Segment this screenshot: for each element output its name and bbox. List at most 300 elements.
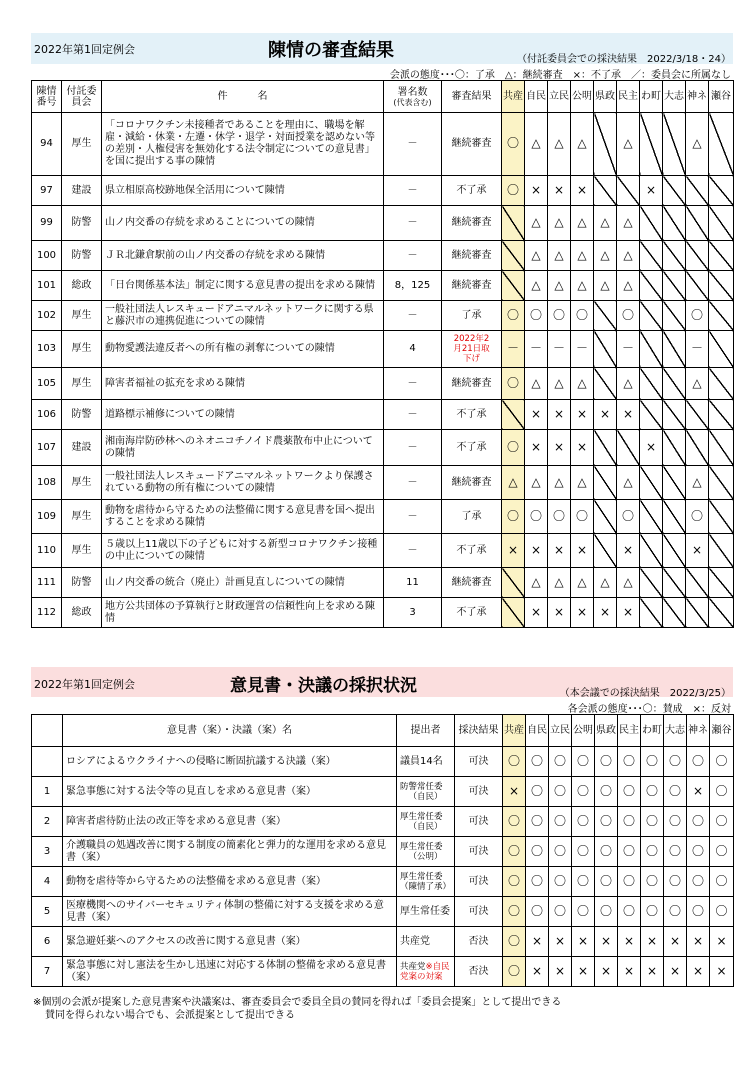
- vote-mark: △: [531, 574, 541, 589]
- section2-session: 2022年第1回定例会: [34, 678, 135, 691]
- vote-mark: 〇: [622, 813, 635, 828]
- vote-mark: △: [623, 215, 633, 229]
- faction-vote: [710, 777, 734, 807]
- vote-mark: ×: [530, 406, 542, 421]
- vote-mark: 〇: [715, 903, 728, 918]
- resolution-row: [32, 957, 734, 987]
- vote-mark: 〇: [599, 843, 612, 858]
- footnote-2: 賛同を得られない場合でも、会派提案として提出できる: [45, 1010, 295, 1021]
- signature-count: －: [384, 206, 442, 241]
- faction-vote: [664, 897, 687, 927]
- faction-vote: [617, 466, 640, 500]
- vote-mark: 〇: [668, 753, 681, 768]
- vote-mark: 〇: [575, 307, 588, 322]
- vote-mark: ×: [692, 783, 704, 798]
- vote-mark: ×: [530, 182, 542, 197]
- faction-vote: [548, 598, 571, 628]
- vote-mark: △: [692, 136, 702, 150]
- vote-mark: △: [577, 574, 587, 589]
- vote-mark: ×: [530, 542, 542, 557]
- faction-vote: [687, 777, 710, 807]
- review-result-text: 不了承: [456, 184, 487, 196]
- vote-mark: △: [577, 215, 587, 229]
- faction-vote: [663, 534, 686, 568]
- vote-mark: 〇: [530, 873, 543, 888]
- vote-mark: 〇: [690, 508, 703, 523]
- faction-vote: [502, 331, 525, 368]
- vote-mark: 〇: [668, 843, 681, 858]
- vote-mark: 〇: [599, 873, 612, 888]
- petition-row: [32, 206, 734, 241]
- faction-vote: [549, 957, 572, 987]
- vote-mark: 〇: [507, 873, 520, 888]
- faction-header: 大志: [664, 715, 687, 747]
- vote-mark: ×: [691, 542, 703, 557]
- review-result: [442, 534, 502, 568]
- proposer-name: 議員14名: [400, 755, 443, 767]
- faction-vote: [502, 400, 525, 430]
- faction-vote: [709, 400, 734, 430]
- petition-table: [31, 80, 734, 628]
- faction-vote: [617, 301, 640, 331]
- faction-vote: [571, 206, 594, 241]
- faction-vote: [663, 241, 686, 271]
- header-subject: 件 名: [102, 81, 384, 113]
- proposer-remark: ※自民党案の対案: [400, 961, 450, 982]
- faction-vote: [640, 534, 663, 568]
- signature-count: －: [384, 500, 442, 534]
- petition-row: [32, 331, 734, 368]
- vote-mark: △: [554, 574, 564, 589]
- vote-mark: 〇: [576, 873, 589, 888]
- faction-vote: [502, 534, 525, 568]
- vote-mark: 〇: [507, 753, 520, 768]
- vote-mark: －: [621, 341, 634, 355]
- faction-header: 神ネ: [686, 81, 709, 113]
- section1-session: 2022年第1回定例会: [34, 43, 135, 56]
- faction-vote: [686, 241, 709, 271]
- vote-mark: ×: [716, 963, 727, 978]
- faction-vote: [641, 777, 664, 807]
- vote-mark: ×: [646, 963, 658, 978]
- faction-vote: [571, 331, 594, 368]
- vote-mark: 〇: [599, 783, 612, 798]
- faction-vote: [502, 500, 525, 534]
- vote-mark: ×: [531, 963, 543, 978]
- vote-mark: －: [552, 341, 565, 355]
- faction-vote: [617, 271, 640, 301]
- faction-vote: [618, 927, 641, 957]
- faction-vote: [548, 368, 571, 400]
- vote-mark: ×: [669, 933, 681, 948]
- section1-subtitle: （付託委員会での採決結果 2022/3/18・24）: [517, 54, 731, 65]
- faction-vote: [571, 271, 594, 301]
- review-result: [442, 368, 502, 400]
- review-result-text: 了承: [461, 309, 482, 321]
- vote-mark: 〇: [507, 813, 520, 828]
- vote-mark: ×: [716, 933, 727, 948]
- resolution-row: [32, 927, 734, 957]
- vote-mark: △: [600, 277, 610, 292]
- vote-mark: △: [600, 247, 610, 262]
- faction-vote: [594, 466, 617, 500]
- vote-mark: ×: [576, 182, 588, 197]
- faction-vote: [595, 957, 618, 987]
- faction-vote: [709, 534, 734, 568]
- vote-mark: 〇: [552, 307, 565, 322]
- vote-mark: 〇: [599, 753, 612, 768]
- vote-mark: △: [531, 136, 541, 150]
- review-result: [442, 500, 502, 534]
- vote-mark: 〇: [691, 873, 704, 888]
- petition-no: 112: [32, 598, 62, 628]
- faction-vote: [594, 113, 617, 176]
- faction-vote: [548, 113, 571, 176]
- vote-mark: ×: [577, 933, 589, 948]
- vote-mark: △: [554, 375, 564, 390]
- proposer-name: 厚生常任委: [400, 811, 443, 822]
- faction-vote: [617, 568, 640, 598]
- vote-mark: 〇: [691, 753, 704, 768]
- faction-header: 県政: [594, 81, 617, 113]
- review-result-text: 継続審査: [451, 377, 492, 389]
- faction-vote: [503, 807, 526, 837]
- faction-vote: [641, 807, 664, 837]
- review-result: [442, 598, 502, 628]
- faction-vote: [526, 807, 549, 837]
- petition-row: [32, 534, 734, 568]
- petition-row: [32, 271, 734, 301]
- signature-count: 11: [384, 568, 442, 598]
- faction-vote: [686, 534, 709, 568]
- faction-header: 民主: [618, 715, 641, 747]
- petition-no: 94: [32, 113, 62, 176]
- faction-vote: [617, 534, 640, 568]
- header-vote-result: 採決結果: [455, 715, 503, 747]
- header-signatures: [384, 81, 442, 113]
- faction-vote: [502, 568, 525, 598]
- signature-count: 3: [384, 598, 442, 628]
- vote-mark: ×: [692, 933, 704, 948]
- faction-vote: [594, 368, 617, 400]
- faction-vote: [548, 206, 571, 241]
- vote-mark: △: [531, 277, 541, 292]
- faction-vote: [503, 867, 526, 897]
- petition-subject: 動物愛護法違反者への所有権の剥奪についての陳情: [102, 331, 384, 368]
- faction-vote: [525, 534, 548, 568]
- faction-vote: [549, 927, 572, 957]
- faction-vote: [503, 927, 526, 957]
- faction-vote: [709, 368, 734, 400]
- petition-no: 108: [32, 466, 62, 500]
- resolution-name: 緊急事態に対し憲法を生かし迅速に対応する体制の整備を求める意見書（案）: [63, 957, 397, 987]
- petition-row: [32, 113, 734, 176]
- faction-vote: [709, 301, 734, 331]
- faction-vote: [571, 430, 594, 466]
- faction-header: 瀬谷: [710, 715, 734, 747]
- faction-vote: [686, 500, 709, 534]
- vote-mark: 〇: [529, 307, 542, 322]
- vote-mark: 〇: [690, 307, 703, 322]
- committee: 防警: [62, 400, 102, 430]
- faction-header: 共産: [503, 715, 526, 747]
- vote-result: 可決: [455, 777, 503, 807]
- faction-vote: [664, 867, 687, 897]
- faction-vote: [686, 430, 709, 466]
- faction-vote: [687, 807, 710, 837]
- vote-mark: ×: [645, 182, 657, 197]
- vote-result: 可決: [455, 897, 503, 927]
- vote-mark: 〇: [668, 813, 681, 828]
- vote-mark: ×: [576, 439, 588, 454]
- resolution-no: [32, 747, 63, 777]
- petition-no: 110: [32, 534, 62, 568]
- committee: 防警: [62, 568, 102, 598]
- committee: 建設: [62, 430, 102, 466]
- faction-vote: [617, 331, 640, 368]
- vote-mark: △: [577, 247, 587, 262]
- vote-mark: ×: [622, 604, 634, 619]
- resolution-no: 4: [32, 867, 63, 897]
- resolution-row: [32, 867, 734, 897]
- faction-vote: [548, 466, 571, 500]
- review-result-text: 不了承: [456, 544, 487, 556]
- signature-count: －: [384, 534, 442, 568]
- resolution-no: 3: [32, 837, 63, 867]
- review-result-text: 継続審査: [451, 576, 492, 588]
- resolution-name: ロシアによるウクライナへの侵略に断固抗議する決議（案）: [63, 747, 397, 777]
- faction-header: 共産: [502, 81, 525, 113]
- faction-vote: [640, 331, 663, 368]
- faction-header: 大志: [663, 81, 686, 113]
- faction-vote: [525, 206, 548, 241]
- vote-mark: 〇: [599, 813, 612, 828]
- vote-mark: 〇: [645, 783, 658, 798]
- vote-mark: 〇: [599, 903, 612, 918]
- faction-vote: [572, 837, 595, 867]
- petition-subject: 道路標示補修についての陳情: [102, 400, 384, 430]
- faction-vote: [503, 747, 526, 777]
- faction-vote: [526, 957, 549, 987]
- faction-vote: [548, 241, 571, 271]
- vote-mark: 〇: [507, 903, 520, 918]
- review-result-text: 継続審査: [451, 476, 492, 488]
- faction-vote: [594, 568, 617, 598]
- faction-vote: [664, 777, 687, 807]
- vote-mark: －: [575, 341, 588, 355]
- faction-vote: [594, 271, 617, 301]
- faction-header: わ町: [640, 81, 663, 113]
- vote-mark: 〇: [529, 508, 542, 523]
- vote-mark: 〇: [622, 753, 635, 768]
- resolution-row: [32, 807, 734, 837]
- faction-vote: [525, 241, 548, 271]
- faction-vote: [502, 598, 525, 628]
- proposer: [397, 747, 455, 777]
- faction-vote: [640, 113, 663, 176]
- vote-result: 可決: [455, 867, 503, 897]
- resolution-no: 1: [32, 777, 63, 807]
- vote-mark: 〇: [506, 136, 519, 150]
- vote-mark: ×: [646, 933, 658, 948]
- vote-mark: 〇: [530, 903, 543, 918]
- vote-mark: ×: [553, 542, 565, 557]
- resolution-row: [32, 837, 734, 867]
- committee: 厚生: [62, 500, 102, 534]
- faction-vote: [503, 777, 526, 807]
- header-no-blank: [32, 715, 63, 747]
- vote-mark: ×: [530, 604, 542, 619]
- vote-mark: 〇: [622, 783, 635, 798]
- resolution-name: 緊急避妊薬へのアクセスの改善に関する意見書（案）: [63, 927, 397, 957]
- vote-mark: 〇: [691, 903, 704, 918]
- proposer: [397, 927, 455, 957]
- faction-vote: [572, 807, 595, 837]
- faction-header: わ町: [641, 715, 664, 747]
- faction-vote: [640, 176, 663, 206]
- vote-mark: 〇: [645, 873, 658, 888]
- vote-mark: ×: [576, 542, 588, 557]
- faction-vote: [663, 568, 686, 598]
- vote-mark: ×: [577, 963, 589, 978]
- faction-vote: [571, 400, 594, 430]
- faction-vote: [687, 837, 710, 867]
- vote-mark: 〇: [691, 843, 704, 858]
- faction-vote: [664, 927, 687, 957]
- faction-vote: [525, 176, 548, 206]
- vote-mark: 〇: [715, 753, 728, 768]
- faction-vote: [640, 598, 663, 628]
- signature-count: －: [384, 241, 442, 271]
- faction-header: 公明: [571, 81, 594, 113]
- faction-vote: [710, 867, 734, 897]
- vote-mark: △: [577, 136, 587, 150]
- faction-vote: [595, 927, 618, 957]
- petition-subject: ＪＲ北鎌倉駅前の山ノ内交番の存続を求める陳情: [102, 241, 384, 271]
- petition-subject: 障害者福祉の拡充を求める陳情: [102, 368, 384, 400]
- faction-vote: [687, 927, 710, 957]
- vote-mark: 〇: [715, 813, 728, 828]
- vote-mark: ×: [554, 963, 566, 978]
- faction-vote: [503, 957, 526, 987]
- vote-mark: 〇: [506, 375, 519, 390]
- faction-vote: [663, 206, 686, 241]
- committee: 総政: [62, 598, 102, 628]
- faction-vote: [641, 897, 664, 927]
- faction-header: 自民: [526, 715, 549, 747]
- proposer: [397, 837, 455, 867]
- vote-result: 否決: [455, 957, 503, 987]
- faction-vote: [686, 568, 709, 598]
- faction-vote: [618, 747, 641, 777]
- signature-count: －: [384, 301, 442, 331]
- signature-count: －: [384, 113, 442, 176]
- vote-mark: ×: [600, 933, 612, 948]
- vote-mark: ×: [553, 604, 565, 619]
- faction-vote: [687, 867, 710, 897]
- petition-row: [32, 368, 734, 400]
- review-result-text: 了承: [461, 510, 482, 522]
- faction-vote: [640, 400, 663, 430]
- faction-vote: [687, 957, 710, 987]
- faction-vote: [548, 568, 571, 598]
- faction-vote: [641, 957, 664, 987]
- vote-mark: △: [577, 474, 587, 489]
- vote-result: 可決: [455, 837, 503, 867]
- vote-mark: ×: [576, 604, 588, 619]
- faction-vote: [709, 500, 734, 534]
- faction-vote: [571, 113, 594, 176]
- section1-legend: 会派の態度･･･〇：了承 △：継続審査 ×：不了承 ／：委員会に所属なし: [389, 70, 731, 81]
- review-result: [442, 430, 502, 466]
- petition-row: [32, 301, 734, 331]
- header-result: 審査結果: [442, 81, 502, 113]
- petition-row: [32, 568, 734, 598]
- petition-row: [32, 430, 734, 466]
- vote-result: 可決: [455, 747, 503, 777]
- vote-mark: ×: [692, 963, 704, 978]
- faction-vote: [617, 241, 640, 271]
- proposer-faction: （公明）: [408, 851, 443, 862]
- vote-mark: △: [692, 474, 702, 489]
- review-result: [442, 206, 502, 241]
- vote-mark: 〇: [553, 753, 566, 768]
- vote-mark: 〇: [552, 508, 565, 523]
- faction-vote: [595, 807, 618, 837]
- review-result: [442, 113, 502, 176]
- faction-vote: [640, 241, 663, 271]
- faction-vote: [618, 957, 641, 987]
- resolution-no: 7: [32, 957, 63, 987]
- faction-vote: [595, 777, 618, 807]
- faction-vote: [525, 331, 548, 368]
- petition-subject: 一般社団法人レスキュードアニマルネットワークに関する県と藤沢市の連携促進についての陳情: [102, 301, 384, 331]
- resolution-name: 介護職員の処遇改善に関する制度の簡素化と弾力的な運用を求める意見書（案）: [63, 837, 397, 867]
- faction-vote: [572, 777, 595, 807]
- faction-vote: [686, 466, 709, 500]
- faction-vote: [526, 867, 549, 897]
- faction-vote: [687, 747, 710, 777]
- faction-vote: [640, 206, 663, 241]
- vote-mark: ×: [554, 933, 566, 948]
- committee: 厚生: [62, 113, 102, 176]
- vote-mark: 〇: [553, 813, 566, 828]
- faction-vote: [709, 176, 734, 206]
- faction-vote: [594, 430, 617, 466]
- faction-vote: [640, 568, 663, 598]
- vote-result: 否決: [455, 927, 503, 957]
- signature-count: －: [384, 400, 442, 430]
- faction-vote: [663, 113, 686, 176]
- vote-mark: 〇: [553, 843, 566, 858]
- review-result-text: 2022年2月21日取下げ: [453, 333, 490, 364]
- faction-vote: [571, 301, 594, 331]
- faction-vote: [663, 466, 686, 500]
- faction-vote: [640, 271, 663, 301]
- faction-vote: [663, 500, 686, 534]
- committee: 厚生: [62, 534, 102, 568]
- faction-vote: [641, 747, 664, 777]
- footnote-1: ※個別の会派が提案した意見書案や決議案は、審査委員会で委員全員の賛同を得れば「委員会提案」として提出できる: [33, 997, 562, 1008]
- faction-vote: [549, 777, 572, 807]
- faction-vote: [640, 368, 663, 400]
- faction-vote: [641, 927, 664, 957]
- petition-no: 107: [32, 430, 62, 466]
- vote-mark: △: [623, 277, 633, 292]
- vote-mark: 〇: [622, 873, 635, 888]
- vote-mark: △: [577, 277, 587, 292]
- faction-vote: [571, 598, 594, 628]
